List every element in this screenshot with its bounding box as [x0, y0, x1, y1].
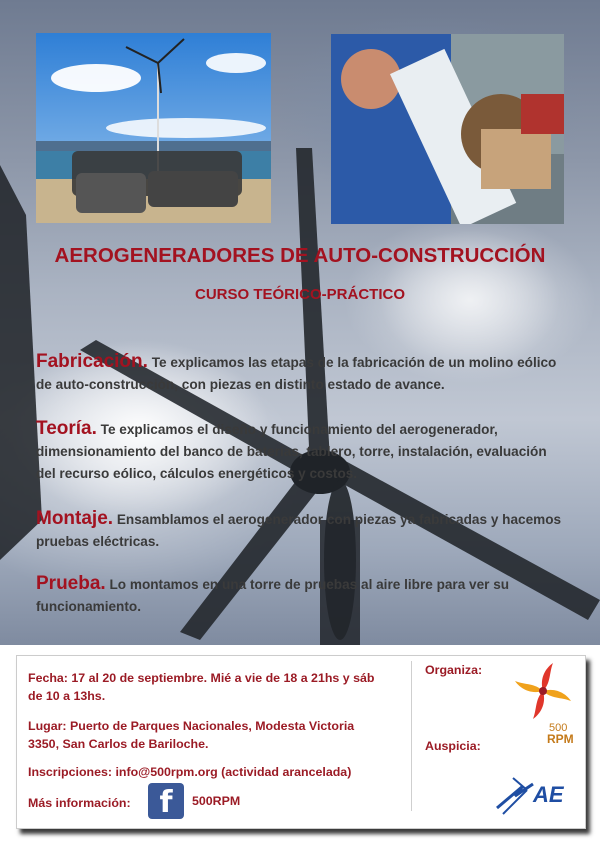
- organizer-label: Organiza:: [425, 663, 483, 677]
- sponsor-label: Auspicia:: [425, 739, 481, 753]
- group-photo: [36, 33, 271, 223]
- ae-logo-text: AE: [533, 782, 564, 807]
- section-prueba-heading: Prueba.: [36, 573, 106, 594]
- section-montaje-text: Ensamblamos el aerogenerador con piezas ya fabricadas y hacemos pruebas eléctricas.: [36, 512, 562, 549]
- section-fabricacion-heading: Fabricación.: [36, 351, 148, 372]
- info-divider: [411, 661, 412, 811]
- section-prueba: [36, 573, 566, 618]
- 500rpm-logo: [509, 659, 579, 745]
- section-montaje-heading: Montaje.: [36, 508, 114, 529]
- 500rpm-logo-text: RPM: [547, 732, 574, 745]
- event-location: Lugar: Puerto de Parques Nacionales, Modesta Victoria 3350, San Carlos de Bariloche.: [28, 719, 355, 751]
- section-teoria-heading: Teoría.: [36, 418, 97, 439]
- facebook-icon[interactable]: f: [148, 783, 184, 819]
- section-teoria: [36, 418, 566, 485]
- facebook-page-name[interactable]: 500RPM: [192, 794, 241, 808]
- section-fabricacion-text: Te explicamos las etapas de la fabricación de un molino eólico de auto-construcción, con piezas en distinto estado de avance.: [36, 355, 557, 392]
- 500rpm-logo-number: 500: [549, 722, 568, 734]
- section-montaje: [36, 508, 566, 553]
- ae-sponsor-logo: [493, 768, 579, 818]
- course-title: AEROGENERADORES DE AUTO-CONSTRUCCIÓN: [54, 244, 546, 267]
- course-subtitle: CURSO TEÓRICO-PRÁCTICO: [195, 286, 405, 303]
- workshop-photo: [331, 34, 564, 224]
- event-info-box: [16, 655, 586, 829]
- section-fabricacion: [36, 351, 566, 396]
- event-registration: Inscripciones: info@500rpm.org (actividad arancelada): [28, 765, 352, 779]
- event-date: Fecha: 17 al 20 de septiembre. Mié a vie de 18 a 21hs y sáb de 10 a 13hs.: [28, 671, 375, 703]
- more-info-label: Más información:: [28, 796, 131, 810]
- section-prueba-text: Lo montamos en una torre de pruebas al aire libre para ver su funcionamiento.: [36, 577, 510, 614]
- section-teoria-text: Te explicamos el diseño y funcionamiento del aerogenerador, dimensionamiento del banco de baterías, tablero, torre, instalación, evaluación del recurso eólico, cálculos energéticos y costos.: [36, 422, 547, 481]
